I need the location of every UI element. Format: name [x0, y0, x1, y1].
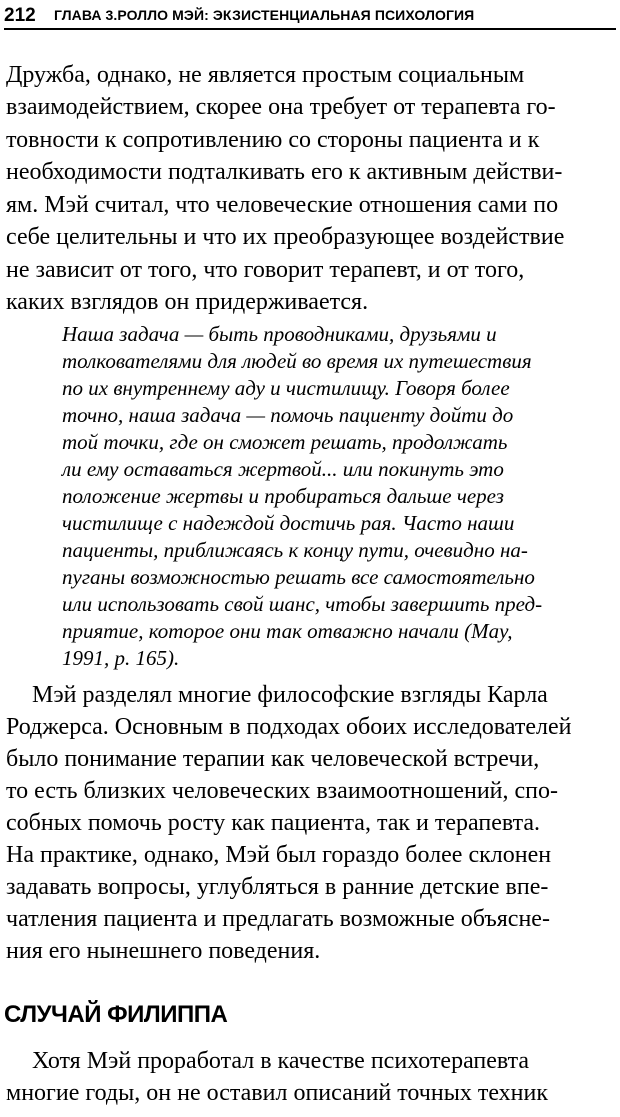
paragraph-1-line: необходимости подталкивать его к активным действи- [6, 159, 563, 185]
paragraph-2-line: то есть близких человеческих взаимоотношений, спо- [6, 778, 559, 804]
quote-line: чистилище с надеждой достичь рая. Часто наши [62, 511, 515, 535]
paragraph-2-line: было понимание терапии как человеческой встречи, [6, 746, 540, 772]
quote-line: точно, наша задача — помочь пациенту дойти до [62, 403, 514, 427]
running-title: ГЛАВА 3.РОЛЛО МЭЙ: ЭКЗИСТЕНЦИАЛЬНАЯ ПСИХОЛОГИЯ [54, 7, 475, 23]
paragraph-2-line: Роджерса. Основным в подходах обоих исследователей [6, 714, 572, 740]
paragraph-3-line: многие годы, он не оставил описаний точных техник [6, 1080, 549, 1106]
quote-line: приятие, которое они так отважно начали (May, [62, 619, 513, 643]
paragraph-1-line: каких взглядов он придерживается. [6, 289, 369, 315]
page-number: 212 [4, 5, 36, 26]
paragraph-1-line: Дружба, однако, не является простым социальным [6, 62, 525, 88]
running-head [4, 2, 616, 28]
quote-line: толкователями для людей во время их путешествия [62, 349, 532, 373]
paragraph-2-line: На практике, однако, Мэй был гораздо более склонен [6, 842, 552, 868]
header-rule [4, 28, 616, 30]
quote-line: положение жертвы и пробираться дальше через [62, 484, 504, 508]
quote-line: ли ему оставаться жертвой... или покинуть это [62, 457, 504, 481]
paragraph-2-line: ния его нынешнего поведения. [6, 938, 321, 964]
quote-line: Наша задача — быть проводниками, друзьями и [62, 322, 497, 346]
paragraph-3-line: Хотя Мэй проработал в качестве психотерапевта [32, 1048, 530, 1074]
quote-line: пациенты, приближаясь к концу пути, очевидно на- [62, 538, 528, 562]
paragraph-2-line: чатления пациента и предлагать возможные объясне- [6, 906, 550, 932]
quote-line: 1991, p. 165). [62, 646, 180, 670]
quote-line: по их внутреннему аду и чистилищу. Говоря более [62, 376, 510, 400]
quote-line: пуганы возможностью решать все самостоятельно [62, 565, 535, 589]
paragraph-1-line: ям. Мэй считал, что человеческие отношения сами по [6, 192, 559, 218]
paragraph-2-line: собных помочь росту как пациента, так и терапевта. [6, 810, 541, 836]
paragraph-1-line: взаимодействием, скорее она требует от терапевта го- [6, 94, 556, 120]
paragraph-2-line: Мэй разделял многие философские взгляды Карла [32, 682, 548, 708]
paragraph-1-line: себе целительны и что их преобразующее воздействие [6, 224, 565, 250]
paragraph-1-line: товности к сопротивлению со стороны пациента и к [6, 127, 540, 153]
quote-line: той точки, где он сможет решать, продолжать [62, 430, 508, 454]
quote-line: или использовать свой шанс, чтобы завершить пред- [62, 592, 543, 616]
section-heading: СЛУЧАЙ ФИЛИППА [4, 1001, 228, 1028]
paragraph-2-line: задавать вопросы, углубляться в ранние детские впе- [6, 874, 549, 900]
paragraph-1-line: не зависит от того, что говорит терапевт, и от того, [6, 257, 525, 283]
